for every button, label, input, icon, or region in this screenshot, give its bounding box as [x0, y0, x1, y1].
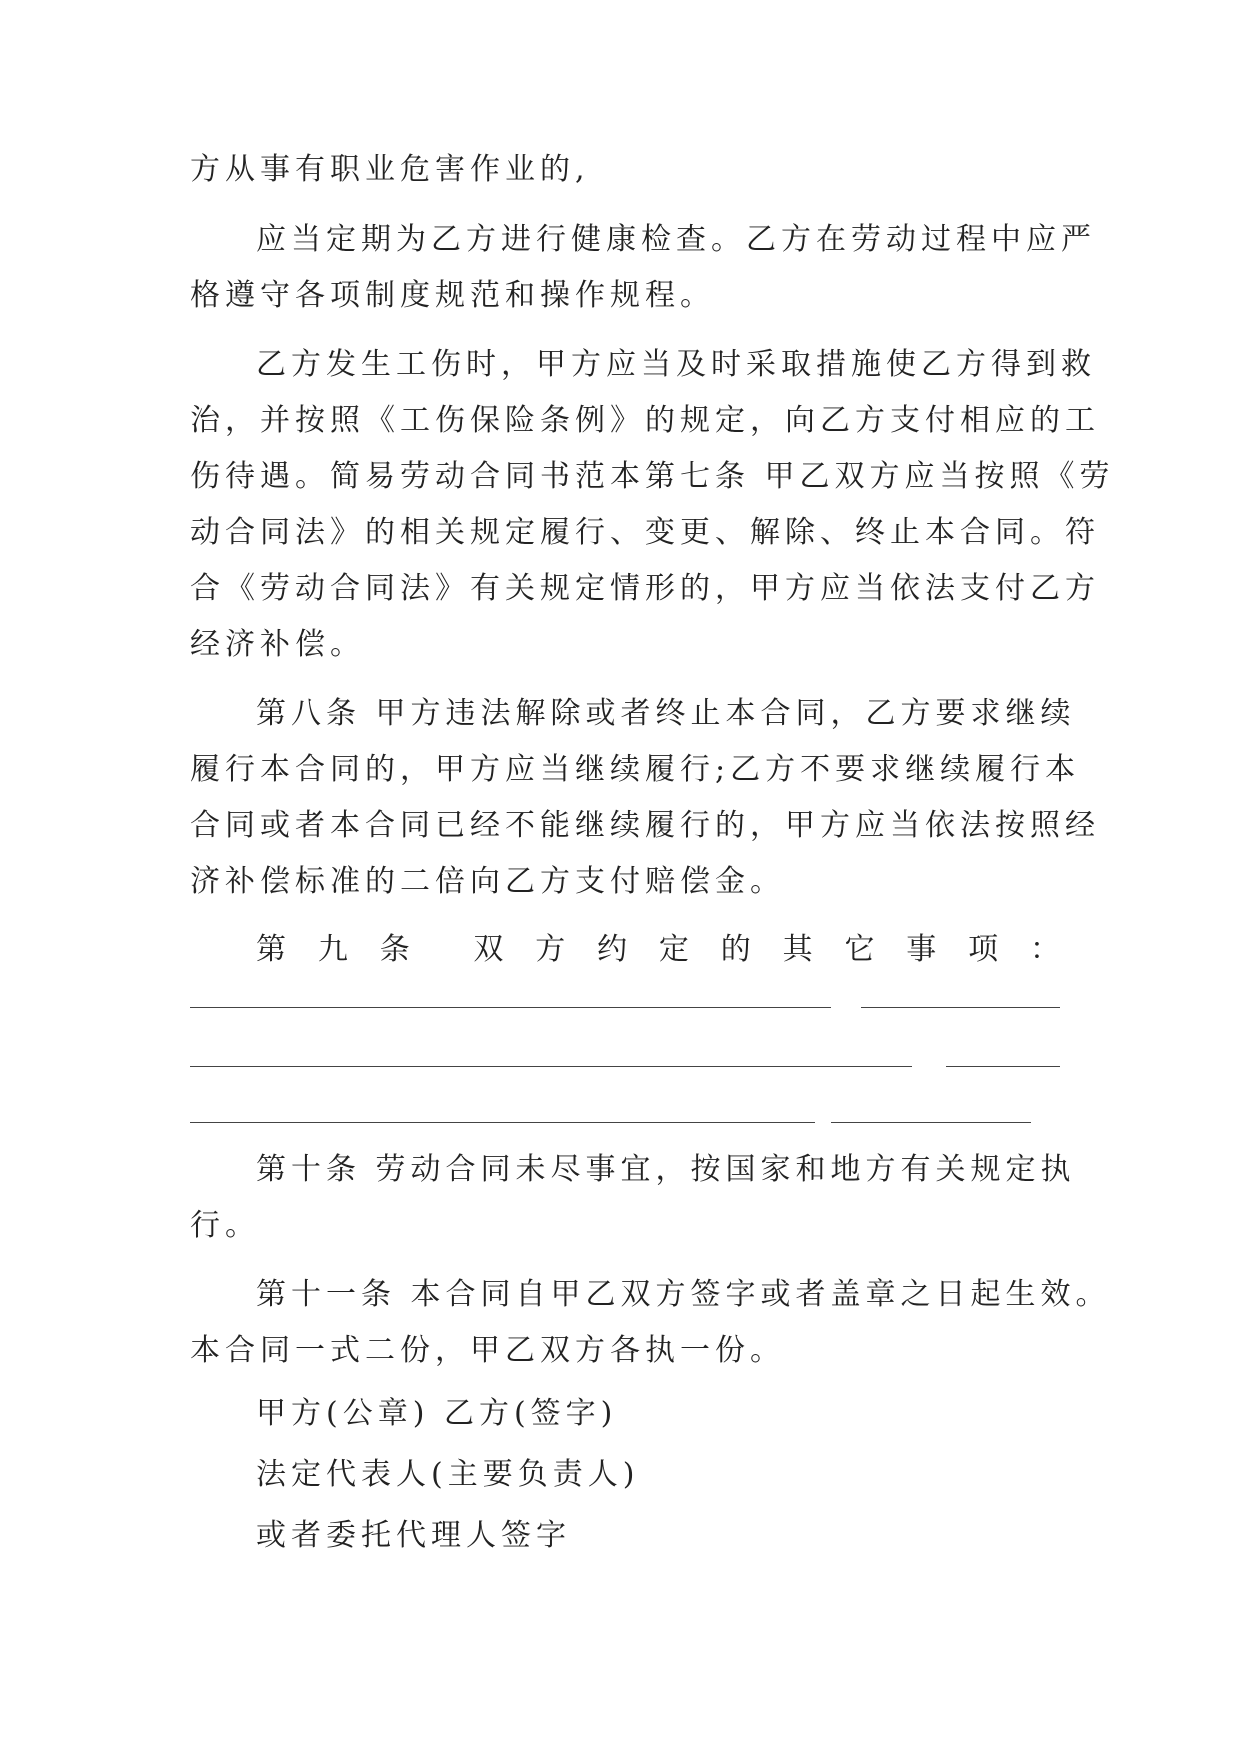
text-line: 伤待遇。简易劳动合同书范本第七条 甲乙双方应当按照《劳 [190, 459, 1115, 494]
text-line: 第十条 劳动合同未尽事宜，按国家和地方有关规定执 [256, 1152, 1076, 1187]
text-line: 本合同一式二份，甲乙双方各执一份。 [190, 1333, 785, 1368]
blank-line [190, 1122, 815, 1123]
text-line: 经济补偿。 [190, 627, 365, 662]
signature-party-line: 甲方(公章) 乙方(签字) [256, 1396, 618, 1431]
heading-char: 定 [658, 932, 689, 967]
blank-line [831, 1122, 1031, 1123]
heading-char: 第 [256, 932, 286, 967]
blank-line [861, 1007, 1060, 1008]
heading-char: 其 [782, 932, 813, 967]
blank-line [946, 1066, 1060, 1067]
blank-line [190, 1066, 912, 1067]
heading-char: 条 [379, 932, 410, 967]
agent-signature-line: 或者委托代理人签字 [256, 1518, 571, 1553]
heading-char: 双 [473, 932, 504, 967]
text-line: 乙方发生工伤时，甲方应当及时采取措施使乙方得到救 [256, 347, 1096, 382]
heading-char: 它 [844, 932, 875, 967]
text-line: 合《劳动合同法》有关规定情形的，甲方应当依法支付乙方 [190, 571, 1100, 606]
text-line: 格遵守各项制度规范和操作规程。 [190, 278, 715, 313]
text-line: 合同或者本合同已经不能继续履行的，甲方应当依法按照经 [190, 808, 1100, 843]
text-line: 济补偿标准的二倍向乙方支付赔偿金。 [190, 864, 785, 899]
text-line: 应当定期为乙方进行健康检查。乙方在劳动过程中应严 [256, 222, 1096, 257]
heading-char: 的 [720, 932, 751, 967]
text-line: 动合同法》的相关规定履行、变更、解除、终止本合同。符 [190, 515, 1100, 550]
heading-char: ： [1029, 932, 1060, 967]
text-line: 治，并按照《工伤保险条例》的规定，向乙方支付相应的工 [190, 403, 1100, 438]
text-line: 第八条 甲方违法解除或者终止本合同，乙方要求继续 [256, 696, 1076, 731]
text-line: 行。 [190, 1208, 260, 1243]
heading-char: 项 [968, 932, 999, 967]
text-line: 履行本合同的，甲方应当继续履行;乙方不要求继续履行本 [190, 752, 1081, 787]
text-line: 方从事有职业危害作业的, [190, 152, 590, 187]
heading-char: 九 [317, 932, 348, 967]
blank-line [190, 1007, 831, 1008]
heading-char: 约 [597, 932, 628, 967]
heading-char: 事 [906, 932, 937, 967]
heading-char: 方 [535, 932, 566, 967]
legal-representative-line: 法定代表人(主要负责人) [256, 1457, 640, 1492]
article-nine-heading [256, 930, 1060, 970]
text-line: 第十一条 本合同自甲乙双方签字或者盖章之日起生效。 [256, 1277, 1111, 1312]
